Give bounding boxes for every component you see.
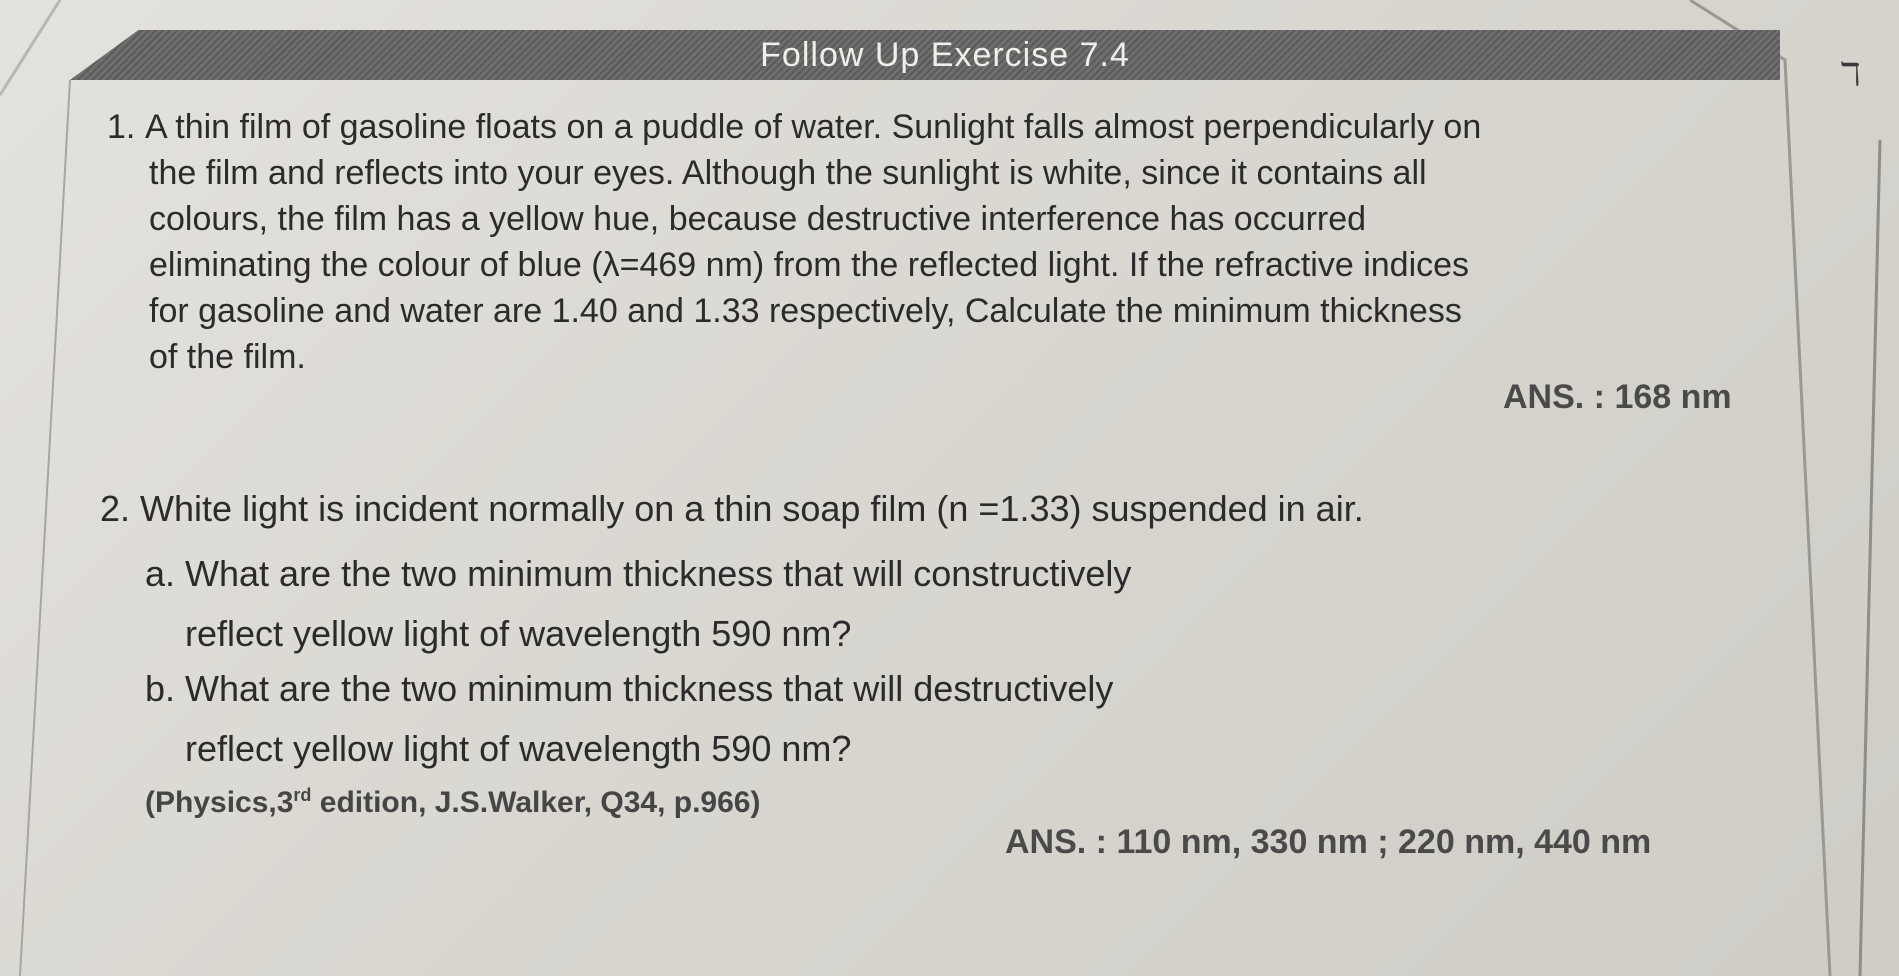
question-1-line: eliminating the colour of blue (λ=469 nm) from the reflected light. If the refractive indices xyxy=(149,246,1470,284)
question-1-line: colours, the film has a yellow hue, because destructive interference has occurred xyxy=(149,200,1367,238)
reference-citation xyxy=(145,785,760,820)
question-1-line: of the film. xyxy=(149,338,306,376)
reference-pre: (Physics,3 xyxy=(145,786,294,819)
reference-superscript: rd xyxy=(293,785,312,805)
reference-post: edition, J.S.Walker, Q34, p.966) xyxy=(311,786,761,819)
question-2-stem xyxy=(100,485,1364,533)
question-1-number: 1. xyxy=(107,108,136,146)
exercise-title: Follow Up Exercise 7.4 xyxy=(760,36,1130,74)
corner-mark: ℸ xyxy=(1840,56,1861,92)
question-1-line: the film and reflects into your eyes. Although the sunlight is white, since it contains all xyxy=(149,154,1427,192)
question-2-number: 2. xyxy=(100,488,131,529)
part-a-line-1: a. What are the two minimum thickness that will constructively xyxy=(145,553,1132,594)
question-2-answer: ANS. : 110 nm, 330 nm ; 220 nm, 440 nm xyxy=(1005,823,1652,861)
question-1-answer: ANS. : 168 nm xyxy=(1503,378,1732,416)
part-b-line-1: b. What are the two minimum thickness that will destructively xyxy=(145,668,1114,709)
question-2-stem-text: White light is incident normally on a thin soap film (n =1.33) suspended in air. xyxy=(140,488,1364,529)
part-b-line-2: reflect yellow light of wavelength 590 nm? xyxy=(185,728,852,769)
question-1-line: A thin film of gasoline floats on a puddle of water. Sunlight falls almost perpendicularly on xyxy=(145,108,1482,146)
part-a-line-2: reflect yellow light of wavelength 590 nm? xyxy=(185,613,852,654)
question-1-text xyxy=(145,104,1835,380)
question-1-line: for gasoline and water are 1.40 and 1.33 respectively, Calculate the minimum thickness xyxy=(149,292,1462,330)
